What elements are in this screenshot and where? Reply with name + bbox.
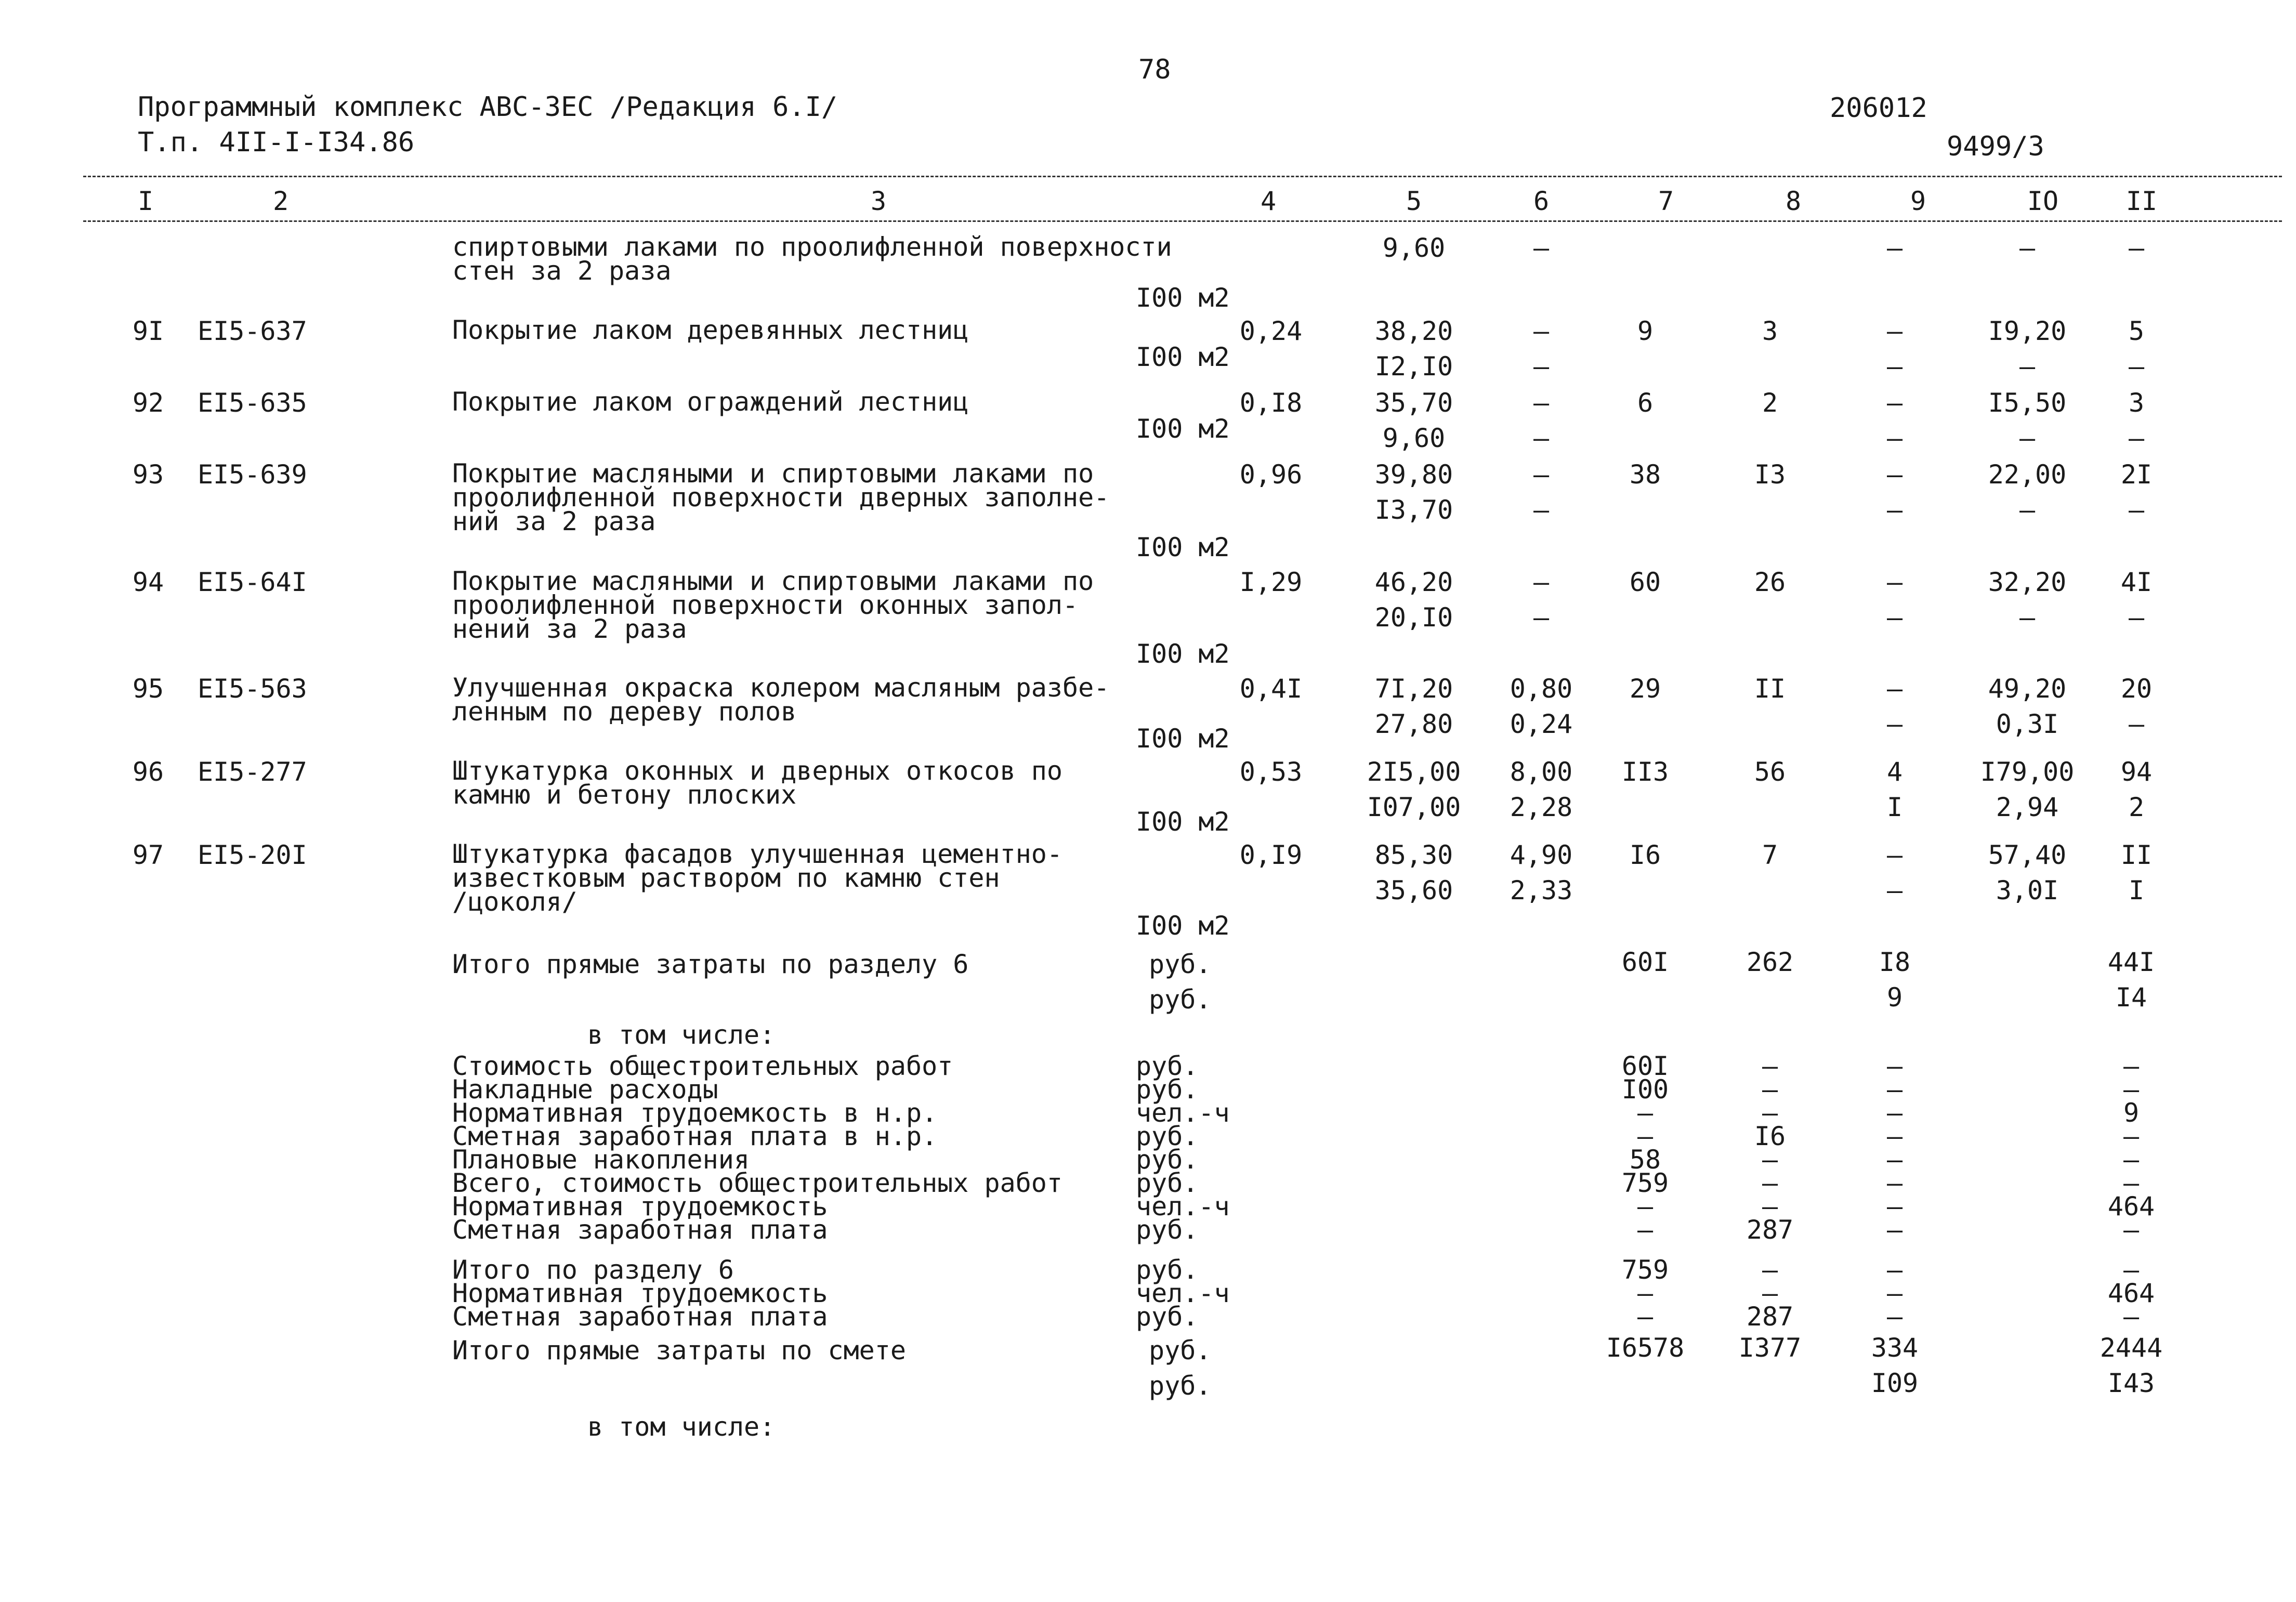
col-header: 9 — [1910, 186, 1926, 216]
row-c11a: 20 — [2120, 674, 2153, 704]
row-c6a: 0,80 — [1510, 674, 1573, 704]
row-c5a: 2I5,00 — [1367, 757, 1461, 787]
row-number: 95 — [132, 674, 164, 704]
row-c5b: 27,80 — [1374, 709, 1453, 739]
row-c8: 2 — [1762, 388, 1778, 418]
row-description: Покрытие лаком деревянных лестниц — [452, 315, 969, 345]
row-c9a: – — [1886, 567, 1903, 597]
summary-c9: – — [1886, 1302, 1903, 1332]
summary-c7: I00 — [1621, 1074, 1669, 1105]
row-c11b: – — [2128, 351, 2145, 382]
row-c9a: – — [1886, 674, 1903, 704]
row-number: 97 — [132, 840, 164, 870]
row-code: ЕI5-20I — [198, 840, 307, 870]
summary-label: Нормативная трудоемкость в н.р. — [452, 1098, 938, 1128]
row-c6b: – — [1533, 602, 1550, 633]
row-c11a: – — [2128, 233, 2145, 263]
row-c11a: II — [2120, 840, 2153, 870]
row-description: Покрытие масляными и спиртовыми лаками по проолифленной поверхности дверных заполне- ний за 2 раза — [452, 458, 1110, 536]
summary-c7: – — [1637, 1121, 1654, 1151]
row-c11a: 5 — [2128, 316, 2145, 346]
row-number: 94 — [132, 567, 164, 597]
col-header: 2 — [272, 186, 289, 216]
summary-c8: – — [1762, 1098, 1778, 1128]
row-c6b: – — [1533, 351, 1550, 382]
row-c9a: – — [1886, 388, 1903, 418]
row-number: 92 — [132, 388, 164, 418]
summary-unit: руб. — [1136, 1302, 1199, 1332]
row-c10a: 49,20 — [1988, 674, 2067, 704]
row-c5a: 35,70 — [1374, 388, 1453, 418]
row-unit: I00 м2 — [1136, 342, 1230, 372]
row-c9b: – — [1886, 423, 1903, 453]
summary-c9: – — [1886, 1051, 1903, 1081]
summary-label: Сметная заработная плата в н.р. — [452, 1121, 938, 1151]
row-c6b: 0,24 — [1510, 709, 1573, 739]
row-unit: I00 м2 — [1136, 532, 1230, 562]
row-c5a: 85,30 — [1374, 840, 1453, 870]
section-total-unit2: руб. — [1149, 984, 1212, 1015]
row-c8: 56 — [1754, 757, 1786, 787]
section-total-c11: 44I — [2107, 947, 2155, 977]
row-c11a: 3 — [2128, 388, 2145, 418]
row-c10a: 22,00 — [1988, 459, 2067, 490]
summary-c11: – — [2123, 1215, 2140, 1245]
row-c10a: I9,20 — [1988, 316, 2067, 346]
row-c5b: 9,60 — [1382, 423, 1446, 453]
row-quantity: 0,4I — [1239, 674, 1303, 704]
summary-label: Сметная заработная плата — [452, 1215, 828, 1245]
row-c5b: 35,60 — [1374, 875, 1453, 905]
row-c11a: 94 — [2120, 757, 2153, 787]
row-c9b: I — [1886, 792, 1903, 822]
row-code: ЕI5-64I — [198, 567, 307, 597]
estimate-total-c9: 334 — [1871, 1333, 1919, 1363]
col-header: 4 — [1260, 186, 1277, 216]
row-c11b: – — [2128, 709, 2145, 739]
row-c5a: 38,20 — [1374, 316, 1453, 346]
row-number: 93 — [132, 459, 164, 490]
row-c9a: – — [1886, 316, 1903, 346]
summary-c8: 287 — [1746, 1302, 1794, 1332]
summary-c9: – — [1886, 1255, 1903, 1285]
row-c9a: 4 — [1886, 757, 1903, 787]
col-header: IO — [2027, 186, 2059, 216]
row-c7: II3 — [1621, 757, 1669, 787]
row-c7: 9 — [1637, 316, 1654, 346]
row-code: ЕI5-277 — [198, 757, 307, 787]
row-c7: 29 — [1629, 674, 1661, 704]
row-c10a: I79,00 — [1980, 757, 2075, 787]
row-number: 96 — [132, 757, 164, 787]
row-unit: I00 м2 — [1136, 911, 1230, 941]
row-c9b: – — [1886, 495, 1903, 525]
row-c5b: I07,00 — [1367, 792, 1461, 822]
summary-c7: 58 — [1629, 1145, 1661, 1175]
row-c6b: 2,33 — [1510, 875, 1573, 905]
col-header: 6 — [1533, 186, 1550, 216]
row-c7: I6 — [1629, 840, 1661, 870]
col-header: I — [137, 186, 154, 216]
summary-c9: – — [1886, 1168, 1903, 1198]
row-c5a: 46,20 — [1374, 567, 1453, 597]
summary-c11: – — [2123, 1145, 2140, 1175]
row-c10b: – — [2019, 423, 2036, 453]
summary-label: Стоимость общестроительных работ — [452, 1051, 953, 1081]
row-quantity: 0,96 — [1239, 459, 1303, 490]
row-c6a: 4,90 — [1510, 840, 1573, 870]
summary-c11: – — [2123, 1255, 2140, 1285]
row-c5a: 9,60 — [1382, 233, 1446, 263]
row-c10a: – — [2019, 233, 2036, 263]
summary-label: Плановые накопления — [452, 1145, 750, 1175]
estimate-total-c11: 2444 — [2100, 1333, 2163, 1363]
row-c10a: 57,40 — [1988, 840, 2067, 870]
summary-c8: – — [1762, 1255, 1778, 1285]
summary-c8: – — [1762, 1145, 1778, 1175]
row-description: Улучшенная окраска колером масляным разбе- ленным по дереву полов — [452, 673, 1110, 727]
row-c8: 3 — [1762, 316, 1778, 346]
table-top-rule — [83, 176, 2282, 177]
summary-c9: – — [1886, 1191, 1903, 1222]
row-code: ЕI5-563 — [198, 674, 307, 704]
program-title: Программный комплекс АВС-ЗЕС /Редакция 6.I/ — [138, 91, 838, 123]
row-c8: I3 — [1754, 459, 1786, 490]
section-total-c7: 60I — [1621, 947, 1669, 977]
summary-unit: чел.-ч — [1136, 1191, 1230, 1222]
summary-c7: – — [1637, 1191, 1654, 1222]
summary-c11: – — [2123, 1051, 2140, 1081]
summary-c9: – — [1886, 1145, 1903, 1175]
col-header: 7 — [1658, 186, 1674, 216]
summary-c7: 759 — [1621, 1168, 1669, 1198]
summary-label: Нормативная трудоемкость — [452, 1191, 828, 1222]
row-c7: 60 — [1629, 567, 1661, 597]
summary-c7: – — [1637, 1098, 1654, 1128]
section-total-c11b: I4 — [2115, 982, 2147, 1013]
row-description: Покрытие масляными и спиртовыми лаками по проолифленной поверхности оконных запол- нений за 2 раза — [452, 566, 1094, 644]
summary-unit: руб. — [1136, 1215, 1199, 1245]
row-c9b: – — [1886, 602, 1903, 633]
row-unit: I00 м2 — [1136, 283, 1230, 313]
row-c9a: – — [1886, 233, 1903, 263]
row-c8: 26 — [1754, 567, 1786, 597]
estimate-total-c11b: I43 — [2107, 1368, 2155, 1398]
row-number: 9I — [132, 316, 164, 346]
row-quantity: 0,I9 — [1239, 840, 1303, 870]
section-total-c9b: 9 — [1886, 982, 1903, 1013]
estimate-total-label: Итого прямые затраты по смете — [452, 1335, 906, 1365]
summary-c8: I6 — [1754, 1121, 1786, 1151]
summary-label: Нормативная трудоемкость — [452, 1278, 828, 1308]
estimate-total-c7: I6578 — [1606, 1333, 1685, 1363]
project-code: Т.п. 4II-I-I34.86 — [138, 127, 415, 158]
col-header: 8 — [1785, 186, 1802, 216]
row-unit: I00 м2 — [1136, 639, 1230, 669]
summary-c8: 287 — [1746, 1215, 1794, 1245]
summary-c11: – — [2123, 1302, 2140, 1332]
row-c6a: – — [1533, 567, 1550, 597]
row-c6b: – — [1533, 423, 1550, 453]
estimate-total-c8: I377 — [1738, 1333, 1802, 1363]
summary-c7: – — [1637, 1215, 1654, 1245]
summary-c8: – — [1762, 1074, 1778, 1105]
row-c5b: 20,I0 — [1374, 602, 1453, 633]
row-quantity: 0,24 — [1239, 316, 1303, 346]
section-total-unit: руб. — [1149, 949, 1212, 979]
summary-c7: 60I — [1621, 1051, 1669, 1081]
row-c7: 38 — [1629, 459, 1661, 490]
row-c5a: 7I,20 — [1374, 674, 1453, 704]
section-total-c9: I8 — [1879, 947, 1911, 977]
summary-unit: чел.-ч — [1136, 1098, 1230, 1128]
section-total-label: Итого прямые затраты по разделу 6 — [452, 949, 969, 979]
summary-unit: руб. — [1136, 1051, 1199, 1081]
row-c10b: 3,0I — [1996, 875, 2059, 905]
including-label-2: в том числе: — [587, 1412, 776, 1442]
summary-c11: – — [2123, 1074, 2140, 1105]
row-c11b: I — [2128, 875, 2145, 905]
summary-c7: – — [1637, 1302, 1654, 1332]
row-quantity: 0,53 — [1239, 757, 1303, 787]
row-c10b: – — [2019, 602, 2036, 633]
summary-unit: руб. — [1136, 1145, 1199, 1175]
summary-c9: – — [1886, 1215, 1903, 1245]
summary-unit: руб. — [1136, 1074, 1199, 1105]
row-c6a: – — [1533, 233, 1550, 263]
summary-label: Сметная заработная плата — [452, 1302, 828, 1332]
row-c6b: – — [1533, 495, 1550, 525]
row-c11b: – — [2128, 602, 2145, 633]
row-c6a: – — [1533, 459, 1550, 490]
row-c6a: 8,00 — [1510, 757, 1573, 787]
summary-unit: руб. — [1136, 1121, 1199, 1151]
summary-c8: – — [1762, 1051, 1778, 1081]
row-c11b: 2 — [2128, 792, 2145, 822]
row-c9a: – — [1886, 840, 1903, 870]
row-c8: 7 — [1762, 840, 1778, 870]
row-description: Штукатурка фасадов улучшенная цементно- известковым раствором по камню стен /цоколя/ — [452, 839, 1062, 917]
summary-c11: 464 — [2107, 1191, 2155, 1222]
summary-c11: – — [2123, 1168, 2140, 1198]
row-description: спиртовыми лаками по проолифленной поверхности стен за 2 раза — [452, 232, 1172, 286]
row-c10b: 0,3I — [1996, 709, 2059, 739]
row-c9b: – — [1886, 875, 1903, 905]
row-description: Штукатурка оконных и дверных откосов по камню и бетону плоских — [452, 756, 1062, 810]
summary-unit: руб. — [1136, 1255, 1199, 1285]
row-c10b: – — [2019, 351, 2036, 382]
summary-c11: 464 — [2107, 1278, 2155, 1308]
estimate-total-unit: руб. — [1149, 1335, 1212, 1365]
row-quantity: I,29 — [1239, 567, 1303, 597]
row-description: Покрытие лаком ограждений лестниц — [452, 387, 969, 417]
summary-c8: – — [1762, 1278, 1778, 1308]
row-unit: I00 м2 — [1136, 724, 1230, 754]
row-c9b: – — [1886, 709, 1903, 739]
row-code: ЕI5-639 — [198, 459, 307, 490]
summary-c9: – — [1886, 1074, 1903, 1105]
row-c10a: 32,20 — [1988, 567, 2067, 597]
row-c5a: 39,80 — [1374, 459, 1453, 490]
row-c6a: – — [1533, 316, 1550, 346]
summary-c9: – — [1886, 1098, 1903, 1128]
row-c10b: – — [2019, 495, 2036, 525]
summary-c8: – — [1762, 1168, 1778, 1198]
sheet-number: 9499/3 — [1947, 131, 2044, 162]
estimate-total-c9b: I09 — [1871, 1368, 1919, 1398]
col-header: 3 — [870, 186, 887, 216]
row-code: ЕI5-637 — [198, 316, 307, 346]
header-bottom-rule — [83, 220, 2282, 222]
including-label: в том числе: — [587, 1020, 776, 1050]
row-c11a: 2I — [2120, 459, 2153, 490]
row-unit: I00 м2 — [1136, 414, 1230, 444]
summary-c8: – — [1762, 1191, 1778, 1222]
row-c8: II — [1754, 674, 1786, 704]
row-quantity: 0,I8 — [1239, 388, 1303, 418]
summary-c9: – — [1886, 1121, 1903, 1151]
col-header: 5 — [1406, 186, 1422, 216]
row-c9b: – — [1886, 351, 1903, 382]
summary-label: Накладные расходы — [452, 1074, 718, 1105]
doc-code: 206012 — [1830, 93, 1927, 124]
row-c9a: – — [1886, 459, 1903, 490]
row-c6a: – — [1533, 388, 1550, 418]
summary-unit: руб. — [1136, 1168, 1199, 1198]
row-c11b: – — [2128, 495, 2145, 525]
page-number: 78 — [1138, 54, 1171, 85]
row-c10a: I5,50 — [1988, 388, 2067, 418]
row-c7: 6 — [1637, 388, 1654, 418]
col-header: II — [2126, 186, 2158, 216]
row-c10b: 2,94 — [1996, 792, 2059, 822]
summary-c11: 9 — [2123, 1098, 2140, 1128]
row-c5b: I3,70 — [1374, 495, 1453, 525]
row-c11a: 4I — [2120, 567, 2153, 597]
summary-c7: 759 — [1621, 1255, 1669, 1285]
row-c6b: 2,28 — [1510, 792, 1573, 822]
summary-label: Всего, стоимость общестроительных работ — [452, 1168, 1062, 1198]
section-total-c8: 262 — [1746, 947, 1794, 977]
summary-unit: чел.-ч — [1136, 1278, 1230, 1308]
estimate-total-unit2: руб. — [1149, 1371, 1212, 1401]
row-unit: I00 м2 — [1136, 807, 1230, 837]
row-code: ЕI5-635 — [198, 388, 307, 418]
row-c11b: – — [2128, 423, 2145, 453]
summary-c7: – — [1637, 1278, 1654, 1308]
row-c5b: I2,I0 — [1374, 351, 1453, 382]
summary-c9: – — [1886, 1278, 1903, 1308]
summary-label: Итого по разделу 6 — [452, 1255, 734, 1285]
summary-c11: – — [2123, 1121, 2140, 1151]
